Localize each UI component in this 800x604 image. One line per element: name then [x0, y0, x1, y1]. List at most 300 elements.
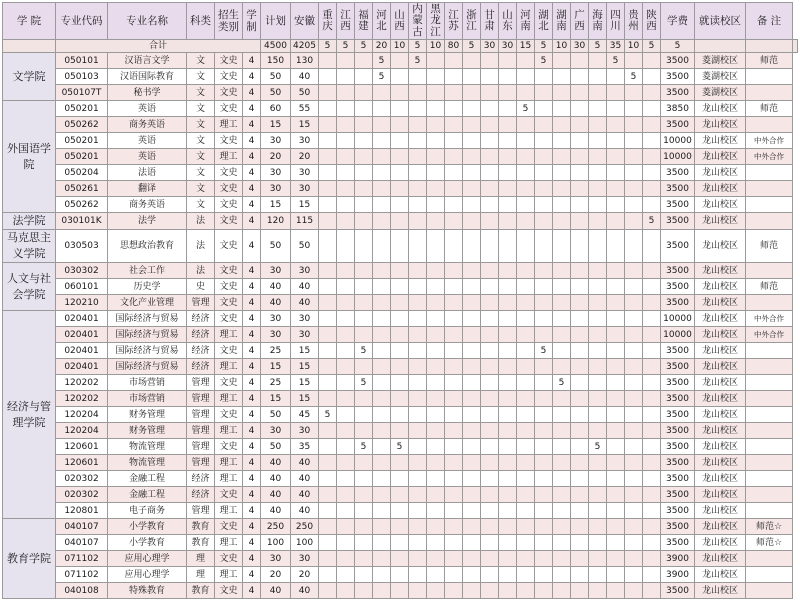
table-cell: 教育: [187, 535, 215, 551]
table-cell: 管理: [187, 423, 215, 439]
table-cell: [373, 165, 391, 181]
table-cell: [571, 535, 589, 551]
table-cell: 4: [243, 117, 261, 133]
table-cell: 40: [291, 295, 319, 311]
column-header: 浙江: [463, 3, 481, 40]
table-cell: 3500: [661, 359, 695, 375]
table-row: [3, 327, 798, 343]
table-cell: 秘书学: [108, 85, 187, 101]
table-cell: [746, 117, 793, 133]
table-cell: [643, 487, 661, 503]
table-cell: 120202: [56, 375, 108, 391]
table-cell: [481, 567, 499, 583]
table-cell: [553, 213, 571, 230]
table-cell: [463, 117, 481, 133]
table-cell: 4: [243, 311, 261, 327]
table-cell: [355, 407, 373, 423]
table-cell: [355, 101, 373, 117]
table-cell: 10000: [661, 327, 695, 343]
table-cell: [409, 567, 427, 583]
table-cell: [373, 391, 391, 407]
table-cell: [589, 117, 607, 133]
table-cell: [746, 375, 793, 391]
column-header: 山东: [499, 3, 517, 40]
table-cell: [535, 503, 553, 519]
table-cell: [607, 197, 625, 213]
table-cell: [607, 213, 625, 230]
table-cell: [427, 455, 445, 471]
column-header: 江西: [337, 3, 355, 40]
table-cell: 3500: [661, 487, 695, 503]
table-cell: 30: [291, 423, 319, 439]
table-cell: [589, 391, 607, 407]
table-cell: 文: [187, 101, 215, 117]
table-cell: [337, 455, 355, 471]
table-cell: [445, 391, 463, 407]
table-cell: [463, 311, 481, 327]
table-cell: [481, 197, 499, 213]
table-cell: [643, 567, 661, 583]
table-cell: [319, 359, 337, 375]
table-cell: [355, 519, 373, 535]
table-cell: 4: [243, 391, 261, 407]
total-cell: 15: [517, 40, 535, 53]
table-row: [3, 375, 798, 391]
table-cell: 4: [243, 327, 261, 343]
table-cell: 5: [589, 439, 607, 455]
table-row: [3, 471, 798, 487]
table-cell: [589, 423, 607, 439]
table-cell: [625, 391, 643, 407]
table-cell: 龙山校区: [695, 117, 746, 133]
table-cell: [337, 181, 355, 197]
table-cell: 社会工作: [108, 263, 187, 279]
table-cell: [463, 101, 481, 117]
table-cell: 文史: [215, 53, 243, 69]
table-cell: [337, 165, 355, 181]
table-cell: [319, 263, 337, 279]
table-cell: 师范: [746, 101, 793, 117]
table-cell: [535, 359, 553, 375]
table-cell: 25: [261, 343, 291, 359]
column-header: 河南: [517, 3, 535, 40]
table-row: [3, 213, 798, 230]
total-cell: 5: [355, 40, 373, 53]
table-cell: 3500: [661, 181, 695, 197]
table-cell: [643, 101, 661, 117]
table-cell: [643, 455, 661, 471]
table-cell: [373, 149, 391, 165]
table-cell: 30: [261, 263, 291, 279]
table-cell: 商务英语: [108, 117, 187, 133]
table-cell: 5: [535, 343, 553, 359]
table-cell: [589, 69, 607, 85]
table-cell: [445, 279, 463, 295]
table-cell: [607, 133, 625, 149]
table-cell: [427, 133, 445, 149]
table-cell: [625, 583, 643, 599]
table-cell: 3850: [661, 101, 695, 117]
table-cell: 3500: [661, 295, 695, 311]
table-cell: 龙山校区: [695, 101, 746, 117]
table-cell: [463, 85, 481, 101]
college-cell: 马克思主义学院: [3, 230, 56, 263]
table-cell: [517, 327, 535, 343]
table-cell: 4: [243, 343, 261, 359]
table-cell: [427, 423, 445, 439]
table-cell: [499, 455, 517, 471]
table-cell: [463, 327, 481, 343]
table-cell: [337, 439, 355, 455]
table-row: [3, 407, 798, 423]
table-cell: [553, 53, 571, 69]
table-cell: [337, 567, 355, 583]
table-cell: [391, 213, 409, 230]
table-cell: [746, 407, 793, 423]
table-cell: [481, 133, 499, 149]
table-cell: [553, 181, 571, 197]
table-cell: [553, 503, 571, 519]
table-cell: 30: [261, 311, 291, 327]
empty-cell: [746, 40, 793, 53]
table-cell: [643, 583, 661, 599]
table-cell: [391, 53, 409, 69]
table-cell: [607, 407, 625, 423]
table-cell: 英语: [108, 101, 187, 117]
table-cell: 4: [243, 535, 261, 551]
table-cell: [409, 583, 427, 599]
college-cell: 外国语学院: [3, 101, 56, 213]
table-cell: [571, 53, 589, 69]
table-cell: [409, 197, 427, 213]
table-cell: [445, 359, 463, 375]
total-cell: 35: [607, 40, 625, 53]
table-cell: [607, 181, 625, 197]
table-cell: [355, 213, 373, 230]
table-cell: [355, 423, 373, 439]
table-cell: [319, 567, 337, 583]
table-cell: [499, 101, 517, 117]
table-cell: 文: [187, 69, 215, 85]
table-cell: [517, 117, 535, 133]
table-cell: 3500: [661, 375, 695, 391]
table-cell: 020401: [56, 327, 108, 343]
table-cell: 文史: [215, 295, 243, 311]
table-cell: [337, 423, 355, 439]
table-cell: [463, 149, 481, 165]
table-cell: [319, 69, 337, 85]
table-cell: [643, 359, 661, 375]
table-cell: 45: [291, 407, 319, 423]
table-cell: [625, 213, 643, 230]
table-cell: [445, 407, 463, 423]
table-cell: 60: [261, 101, 291, 117]
table-cell: [463, 407, 481, 423]
table-cell: [571, 295, 589, 311]
table-cell: [553, 327, 571, 343]
table-row: [3, 311, 798, 327]
table-cell: [625, 503, 643, 519]
table-cell: 管理: [187, 439, 215, 455]
table-cell: 15: [291, 391, 319, 407]
table-cell: [607, 375, 625, 391]
table-row: [3, 181, 798, 197]
table-cell: 龙山校区: [695, 149, 746, 165]
table-cell: 4: [243, 69, 261, 85]
table-cell: [589, 133, 607, 149]
table-cell: 经济: [187, 471, 215, 487]
table-cell: [553, 487, 571, 503]
table-cell: [481, 407, 499, 423]
table-cell: [499, 567, 517, 583]
table-cell: [499, 133, 517, 149]
table-cell: [625, 53, 643, 69]
table-cell: 5: [553, 375, 571, 391]
table-cell: [427, 551, 445, 567]
table-cell: [391, 295, 409, 311]
table-cell: 050261: [56, 181, 108, 197]
table-cell: [553, 69, 571, 85]
total-cell: 80: [445, 40, 463, 53]
table-cell: [535, 69, 553, 85]
table-cell: [553, 263, 571, 279]
table-cell: 龙山校区: [695, 391, 746, 407]
table-cell: [391, 165, 409, 181]
table-cell: 030503: [56, 230, 108, 263]
table-cell: [553, 471, 571, 487]
table-cell: 龙山校区: [695, 343, 746, 359]
table-cell: [535, 197, 553, 213]
table-cell: 5: [355, 439, 373, 455]
table-cell: [337, 551, 355, 567]
total-cell: 5: [319, 40, 337, 53]
table-cell: [409, 85, 427, 101]
table-cell: [553, 391, 571, 407]
table-cell: [571, 181, 589, 197]
table-cell: [445, 439, 463, 455]
table-cell: [571, 279, 589, 295]
table-cell: [553, 230, 571, 263]
table-cell: 龙山校区: [695, 519, 746, 535]
table-cell: 龙山校区: [695, 213, 746, 230]
column-header: 海南: [589, 3, 607, 40]
table-cell: [463, 181, 481, 197]
table-cell: 理工: [215, 391, 243, 407]
table-cell: 40: [261, 471, 291, 487]
table-cell: [746, 439, 793, 455]
table-cell: [625, 279, 643, 295]
table-cell: [589, 311, 607, 327]
table-cell: 4: [243, 133, 261, 149]
table-cell: 40: [261, 487, 291, 503]
table-cell: 文化产业管理: [108, 295, 187, 311]
table-cell: 管理: [187, 295, 215, 311]
table-cell: [391, 519, 409, 535]
table-cell: 3500: [661, 503, 695, 519]
table-cell: 龙山校区: [695, 165, 746, 181]
total-cell: 5: [589, 40, 607, 53]
table-cell: 5: [355, 375, 373, 391]
table-cell: 龙山校区: [695, 359, 746, 375]
table-cell: [535, 439, 553, 455]
table-cell: 30: [291, 327, 319, 343]
table-cell: [535, 567, 553, 583]
table-cell: 30: [261, 133, 291, 149]
college-cell: 法学院: [3, 213, 56, 230]
table-cell: [643, 343, 661, 359]
table-cell: [589, 359, 607, 375]
table-cell: [463, 455, 481, 471]
table-cell: 3500: [661, 455, 695, 471]
table-cell: [445, 101, 463, 117]
table-cell: 理: [187, 551, 215, 567]
table-cell: [625, 535, 643, 551]
table-cell: 15: [291, 375, 319, 391]
table-cell: [499, 295, 517, 311]
table-cell: [373, 407, 391, 423]
table-cell: 文史: [215, 165, 243, 181]
table-cell: [517, 583, 535, 599]
table-cell: [463, 519, 481, 535]
table-cell: [319, 375, 337, 391]
table-cell: [553, 279, 571, 295]
table-cell: [445, 311, 463, 327]
table-row: [3, 279, 798, 295]
table-cell: [337, 311, 355, 327]
table-cell: [319, 487, 337, 503]
table-cell: [427, 471, 445, 487]
table-cell: 国际经济与贸易: [108, 327, 187, 343]
table-cell: [445, 423, 463, 439]
table-cell: [571, 359, 589, 375]
table-cell: [535, 455, 553, 471]
table-cell: [391, 117, 409, 133]
table-cell: 120210: [56, 295, 108, 311]
table-cell: [499, 53, 517, 69]
table-cell: 050201: [56, 149, 108, 165]
table-cell: [571, 69, 589, 85]
table-cell: [391, 343, 409, 359]
empty-cell: [793, 40, 798, 53]
table-cell: [445, 213, 463, 230]
table-cell: [571, 101, 589, 117]
table-cell: [355, 583, 373, 599]
table-cell: 国际经济与贸易: [108, 311, 187, 327]
table-cell: 文史: [215, 279, 243, 295]
table-cell: [589, 230, 607, 263]
table-cell: 4: [243, 551, 261, 567]
table-cell: 15: [261, 359, 291, 375]
table-cell: 文: [187, 181, 215, 197]
table-cell: 龙山校区: [695, 583, 746, 599]
table-cell: [481, 343, 499, 359]
table-cell: [517, 535, 535, 551]
table-cell: [463, 53, 481, 69]
table-cell: [499, 439, 517, 455]
table-cell: 4: [243, 295, 261, 311]
table-cell: [373, 263, 391, 279]
table-cell: [535, 375, 553, 391]
table-cell: [427, 181, 445, 197]
table-cell: [746, 359, 793, 375]
table-cell: [535, 213, 553, 230]
table-cell: [643, 197, 661, 213]
table-cell: [445, 230, 463, 263]
table-cell: [481, 295, 499, 311]
table-cell: [625, 423, 643, 439]
table-cell: [427, 53, 445, 69]
table-cell: 4: [243, 471, 261, 487]
table-cell: [499, 311, 517, 327]
table-row: [3, 359, 798, 375]
table-cell: 050262: [56, 197, 108, 213]
table-cell: 龙山校区: [695, 230, 746, 263]
table-cell: [391, 279, 409, 295]
table-cell: [445, 567, 463, 583]
table-cell: [607, 295, 625, 311]
table-cell: [373, 503, 391, 519]
table-cell: [535, 263, 553, 279]
table-cell: [589, 343, 607, 359]
table-cell: 龙山校区: [695, 567, 746, 583]
table-cell: 文史: [215, 69, 243, 85]
table-cell: 5: [607, 53, 625, 69]
table-row: [3, 391, 798, 407]
table-cell: [499, 85, 517, 101]
table-cell: 理工: [215, 535, 243, 551]
table-cell: 15: [291, 359, 319, 375]
table-cell: [499, 471, 517, 487]
table-cell: 文史: [215, 343, 243, 359]
table-cell: [427, 327, 445, 343]
table-cell: [373, 519, 391, 535]
table-cell: [746, 69, 793, 85]
table-cell: [409, 295, 427, 311]
table-cell: [481, 503, 499, 519]
table-cell: [746, 487, 793, 503]
total-cell: 5: [409, 40, 427, 53]
table-cell: 050204: [56, 165, 108, 181]
table-cell: 040108: [56, 583, 108, 599]
table-cell: 120601: [56, 455, 108, 471]
table-cell: 115: [291, 213, 319, 230]
table-cell: [445, 583, 463, 599]
table-row: [3, 535, 798, 551]
table-cell: [499, 149, 517, 165]
header-row: [3, 3, 798, 40]
table-cell: [355, 471, 373, 487]
table-cell: 3500: [661, 343, 695, 359]
table-cell: [625, 439, 643, 455]
table-cell: [499, 535, 517, 551]
table-cell: 55: [291, 101, 319, 117]
column-header: 就读校区: [695, 3, 746, 40]
table-row: [3, 197, 798, 213]
table-cell: 10000: [661, 133, 695, 149]
table-cell: 060101: [56, 279, 108, 295]
table-cell: 经济: [187, 359, 215, 375]
table-cell: [517, 279, 535, 295]
table-cell: [535, 279, 553, 295]
table-cell: 历史学: [108, 279, 187, 295]
table-cell: [625, 519, 643, 535]
table-cell: [391, 471, 409, 487]
table-cell: [445, 535, 463, 551]
table-cell: [746, 295, 793, 311]
table-cell: 15: [261, 391, 291, 407]
table-cell: [625, 311, 643, 327]
table-cell: 法: [187, 230, 215, 263]
